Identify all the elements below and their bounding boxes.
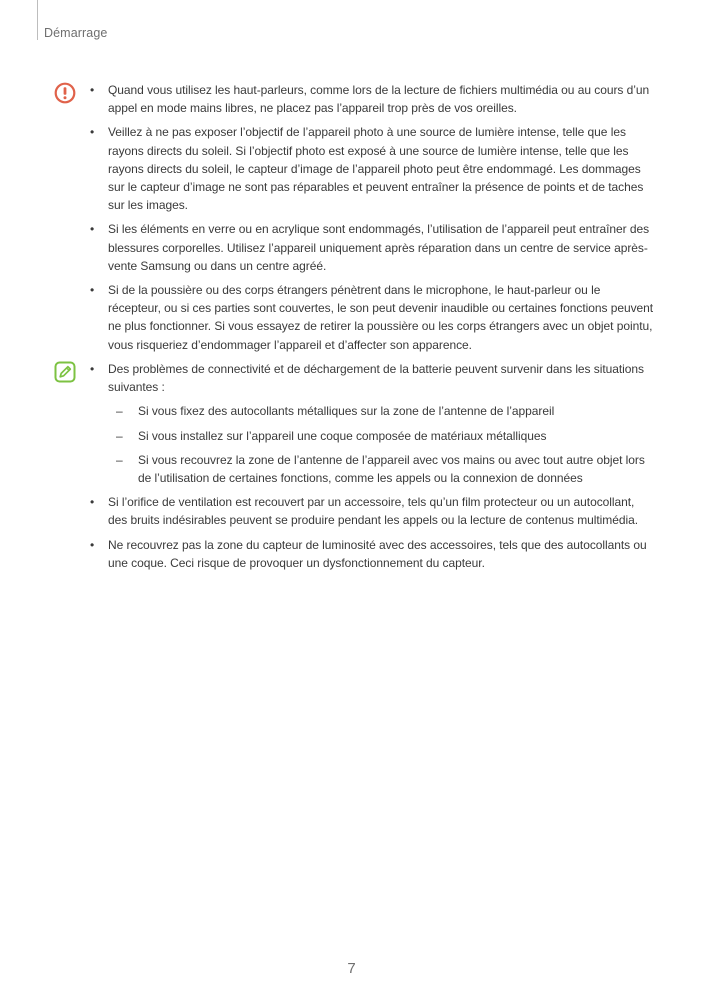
note-subitem-text: Si vous fixez des autocollants métalliques sur la zone de l’antenne de l’appareil — [138, 404, 555, 419]
note-item-text: Ne recouvrez pas la zone du capteur de luminosité avec des accessoires, tels que des autocollants ou une coque. Ceci risque de provoquer un dysfonctionnement du capteur. — [108, 537, 647, 570]
note-item-text: Si l’orifice de ventilation est recouvert par un accessoire, tels qu’un film protecteur ou un autocollant, des bruits indésirables peuvent se produire pendant les appels ou la lecture de contenus multimédia. — [108, 495, 638, 528]
caution-item-text: Si les éléments en verre ou en acrylique sont endommagés, l’utilisation de l’appareil peut entraîner des blessures corporelles. Utilisez l’appareil uniquement après réparation dans un centre de service après-vente Samsung ou dans un centre agréé. — [108, 222, 650, 273]
note-pencil-icon — [54, 361, 76, 383]
page-number: 7 — [347, 960, 356, 977]
dash: – — [116, 428, 123, 443]
caution-icon — [54, 82, 76, 104]
caution-item-text: Si de la poussière ou des corps étrangers pénètrent dans le microphone, le haut-parleur ou le récepteur, ou si ces parties sont couvertes, le son peut devenir inaudible ou certaines fonctions peuvent ne plus fonctionner. Si vous essayez de retirer la poussière ou les corps étrangers avec un objet pointu, vous risqueriez d’endommager l’appareil et d’affecter son apparence. — [108, 283, 654, 352]
note-subitem — [90, 451, 655, 487]
caution-item — [90, 220, 655, 275]
caution-item — [90, 81, 655, 117]
bullet-dot: • — [90, 125, 95, 140]
caution-item-text: Veillez à ne pas exposer l’objectif de l’appareil photo à une source de lumière intense, telle que les rayons directs du soleil. Si l’objectif photo est exposé à une source de lumière intense, telle que les rayons directs du soleil, le capteur d’image de l’appareil photo peut être endommagé. Les dommages sur le capteur d’image ne sont pas réparables et peuvent entraîner la présence de points et de taches sur les images. — [108, 125, 644, 213]
caution-section — [90, 81, 655, 360]
bullet-dot: • — [90, 83, 95, 97]
note-item — [90, 536, 655, 572]
note-subitem-text: Si vous installez sur l’appareil une coque composée de matériaux métalliques — [138, 428, 547, 443]
caution-item — [90, 123, 655, 214]
header-side-rule — [37, 0, 38, 40]
caution-item-text: Quand vous utilisez les haut-parleurs, comme lors de la lecture de fichiers multimédia ou au cours d’un appel en mode mains libres, ne placez pas l’appareil trop près de vos oreilles. — [108, 83, 650, 116]
note-item — [90, 360, 655, 396]
note-subitem — [90, 402, 655, 420]
bullet-dot: • — [90, 222, 95, 237]
note-item — [90, 493, 655, 529]
bullet-dot: • — [90, 283, 95, 298]
bullet-dot: • — [90, 495, 95, 510]
note-section — [90, 360, 655, 578]
bullet-dot: • — [90, 362, 95, 376]
bullet-dot: • — [90, 537, 95, 552]
note-subitem — [90, 427, 655, 445]
note-intro-text: Des problèmes de connectivité et de déchargement de la batterie peuvent survenir dans les situations suivantes : — [108, 362, 644, 395]
caution-item — [90, 281, 655, 354]
note-subitem-list — [90, 402, 655, 487]
section-title: Démarrage — [44, 26, 108, 40]
dash: – — [116, 404, 123, 419]
note-subitem-text: Si vous recouvrez la zone de l’antenne de l’appareil avec vos mains ou avec tout autre objet lors de l’utilisation de certaines fonctions, comme les appels ou la connexion de données — [138, 452, 645, 486]
dash: – — [116, 452, 123, 467]
